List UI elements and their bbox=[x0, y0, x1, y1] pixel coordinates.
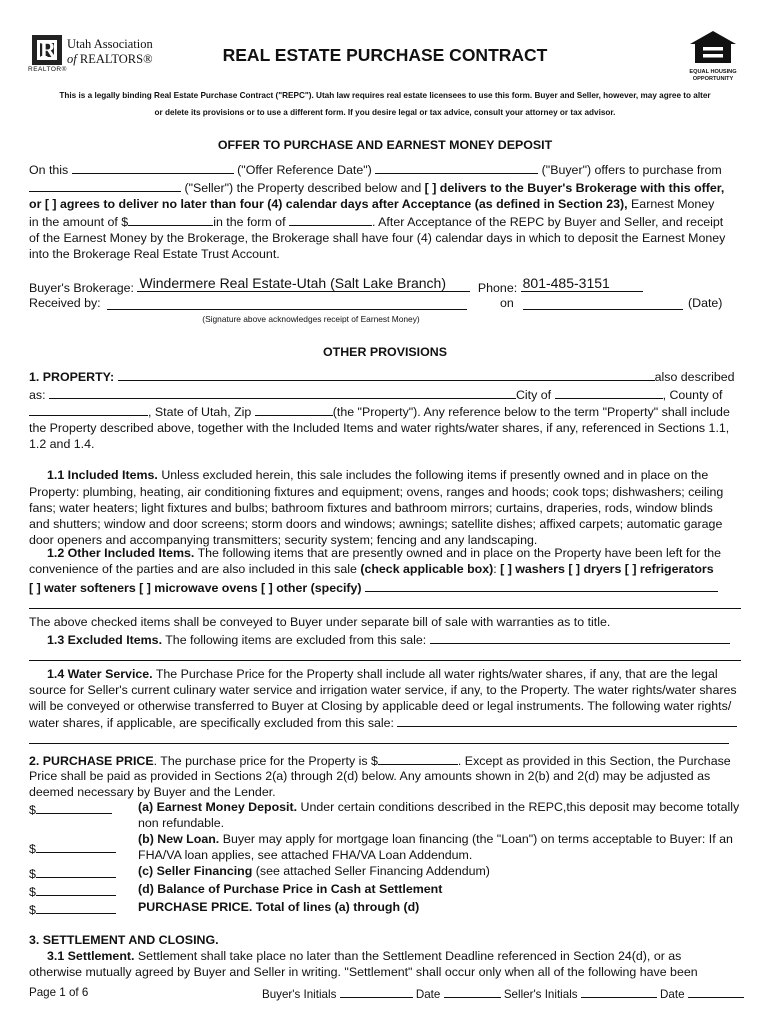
section-1-1-line2: Property: plumbing, heating, air conditioning fixtures and equipment; ovens, ranges and hoods; cook tops; dishwashers; ceiling bbox=[29, 485, 724, 499]
section-1-2-line5: The above checked items shall be conveyed to Buyer under separate bill of sale with warranties as to title. bbox=[29, 615, 611, 629]
earnest-form-field[interactable] bbox=[289, 213, 372, 226]
earnest-amount-field[interactable] bbox=[128, 213, 213, 226]
section-1-2-line2: convenience of the parties and are also included in this sale (check applicable box): [ ] washers [ ] dryers [ ] refrigerators bbox=[29, 562, 714, 576]
received-date-field[interactable] bbox=[523, 297, 683, 310]
line-b-amount: $ bbox=[29, 840, 116, 858]
city-field[interactable] bbox=[555, 386, 663, 399]
legal-notice-line2: or delete its provisions or to use a different form. If you desire legal or tax advice, consult your attorney or tax advisor. bbox=[154, 108, 616, 117]
page-title: REAL ESTATE PURCHASE CONTRACT bbox=[222, 45, 548, 65]
received-signature-field[interactable] bbox=[107, 297, 467, 310]
assoc-name-of: of bbox=[67, 52, 77, 66]
other-items-field[interactable] bbox=[365, 579, 718, 592]
line-b-text2: FHA/VA loan applies, see attached FHA/VA Loan Addendum. bbox=[138, 848, 473, 862]
included-items-checkboxes[interactable]: [ ] washers [ ] dryers [ ] refrigerators bbox=[500, 562, 714, 576]
received-date-label: (Date) bbox=[688, 296, 723, 310]
line-b-text1: (b) New Loan. Buyer may apply for mortgage loan financing (the "Loan") on terms acceptable to Buyer: If an bbox=[138, 832, 733, 846]
offer-line2: ("Seller") the Property described below and [ ] delivers to the Buyer's Brokerage with this offer, bbox=[29, 179, 724, 197]
line-c-amount: $ bbox=[29, 865, 116, 883]
brokerage-field[interactable]: Windermere Real Estate-Utah (Salt Lake Branch) bbox=[137, 279, 470, 292]
line-a-text1: (a) Earnest Money Deposit. Under certain conditions described in the REPC,this deposit may become totally bbox=[138, 800, 740, 814]
other-items-field-2[interactable] bbox=[29, 596, 741, 609]
county-field[interactable] bbox=[29, 403, 148, 416]
section-3-heading: 3. SETTLEMENT AND CLOSING. bbox=[29, 933, 219, 947]
line-total-amount: $ bbox=[29, 901, 116, 919]
realtor-mark: REALTOR® bbox=[28, 66, 67, 73]
section-2-line2: Price shall be paid as provided in Sections 2(a) through 2(d) below. Any amounts shown in 2(b) and 2(d) may be adjusted as bbox=[29, 769, 711, 783]
offer-line4: in the amount of $ in the form of . After Acceptance of the REPC by Buyer and Seller, and receipt bbox=[29, 215, 724, 229]
section-1-2-line3 bbox=[29, 579, 718, 597]
purchase-price-field[interactable] bbox=[378, 752, 458, 765]
property-line1: 1. PROPERTY: also described bbox=[29, 370, 735, 384]
property-line4: the Property described above, together with the Included Items and water rights/water shares, if any, referenced in Sections 1.1, bbox=[29, 421, 730, 435]
new-loan-field[interactable] bbox=[36, 840, 116, 853]
line-a-text2: non refundable. bbox=[138, 816, 225, 830]
section-3-1-line2: otherwise mutually agreed by Buyer and Seller in writing. "Settlement" shall occur only when all of the following have been bbox=[29, 965, 698, 979]
property-line5: 1.2 and 1.4. bbox=[29, 437, 95, 451]
received-on-label: on bbox=[500, 296, 514, 310]
offer-line1: On this ("Offer Reference Date") ("Buyer") offers to purchase from bbox=[29, 163, 722, 177]
excluded-items-field[interactable] bbox=[430, 631, 730, 644]
cash-balance-field[interactable] bbox=[36, 883, 116, 896]
seller-initials-field[interactable] bbox=[581, 986, 657, 998]
buyer-date-field[interactable] bbox=[444, 986, 501, 998]
included-items-checkboxes-2[interactable]: [ ] water softeners [ ] microwave ovens [ ] other (specify) bbox=[29, 581, 362, 595]
excluded-water-field[interactable] bbox=[397, 714, 737, 727]
phone-field[interactable]: 801-485-3151 bbox=[521, 279, 643, 292]
received-by-label: Received by: bbox=[29, 296, 101, 310]
section-1-1-line5: door openers and accompanying transmitters; security system; fencing and any landscaping. bbox=[29, 533, 538, 547]
page-number: Page 1 of 6 bbox=[29, 986, 89, 999]
signature-note: (Signature above acknowledges receipt of Earnest Money) bbox=[202, 314, 420, 324]
assoc-name-line2: REALTORS® bbox=[79, 52, 153, 66]
section-1-4-line3: will be conveyed or otherwise transferred to Buyer at Closing by applicable deed or legal instruments. The following water rights/ bbox=[29, 699, 732, 713]
assoc-name-line1: Utah Association bbox=[67, 37, 153, 51]
buyer-name-field[interactable] bbox=[375, 161, 538, 174]
eho-line2: OPPORTUNITY bbox=[692, 75, 734, 82]
other-provisions-heading: OTHER PROVISIONS bbox=[323, 345, 447, 359]
section-1-1-line4: and shutters; window and door screens; storm doors and windows; awnings; satellite dishes; affixed carpets; automatic garage bbox=[29, 517, 723, 531]
property-line2: as: City of , County of bbox=[29, 388, 723, 402]
section-3-1-line1: 3.1 Settlement. Settlement shall take place no later than the Settlement Deadline referenced in Section 24(d), or as bbox=[47, 949, 682, 963]
excluded-items-field-2[interactable] bbox=[29, 648, 741, 661]
legal-notice-line1: This is a legally binding Real Estate Purchase Contract ("REPC"). Utah law requires real estate licensees to use this form. Buyer and Seller, however, may agree to alter bbox=[59, 91, 711, 100]
total-price-field[interactable] bbox=[36, 901, 116, 914]
section-2-line3: deemed necessary by Buyer and the Lender. bbox=[29, 785, 276, 799]
property-address-field[interactable] bbox=[118, 368, 655, 381]
equal-housing-icon bbox=[687, 30, 739, 64]
offer-line5: of the Earnest Money by the Brokerage, the Brokerage shall have four (4) calendar days in which to deposit the Earnest Money bbox=[29, 231, 726, 245]
line-total-text: PURCHASE PRICE. Total of lines (a) through (d) bbox=[138, 900, 420, 914]
seller-name-field[interactable] bbox=[29, 179, 181, 192]
eho-line1: EQUAL HOUSING bbox=[689, 69, 737, 75]
section-1-2-line1: 1.2 Other Included Items. The following items that are presently owned and in place on the Property have been left for the bbox=[47, 546, 722, 560]
line-c-text: (c) Seller Financing (see attached Seller Financing Addendum) bbox=[138, 864, 490, 878]
brokerage-row: Buyer's Brokerage: Windermere Real Estate-Utah (Salt Lake Branch) Phone: 801-485-3151 bbox=[29, 279, 643, 297]
initials-footer: Buyer's Initials Date Seller's Initials Date bbox=[262, 986, 744, 1001]
earnest-deposit-field[interactable] bbox=[36, 801, 112, 814]
section-1-4-line2: source for Seller's current culinary water service and irrigation water service, if any, to the Property. The water rights/water shares bbox=[29, 683, 737, 697]
section-1-4-line1: 1.4 Water Service. The Purchase Price for the Property shall include all water rights/water shares, if any, that are the legal bbox=[47, 667, 718, 681]
section-2-line1: 2. PURCHASE PRICE. The purchase price for the Property is $ . Except as provided in this Section, the Purchase bbox=[29, 754, 731, 768]
property-legal-field[interactable] bbox=[49, 386, 516, 399]
property-line3: , State of Utah, Zip (the "Property"). Any reference below to the term "Property" shall include bbox=[29, 403, 730, 421]
offer-line6: into the Brokerage Real Estate Trust Account. bbox=[29, 247, 280, 261]
deliver-later-checkbox[interactable]: or [ ] agrees to deliver no later than four (4) calendar days after Acceptance (as defined in Section 23), bbox=[29, 197, 628, 211]
zip-field[interactable] bbox=[255, 403, 333, 416]
deliver-with-offer-checkbox[interactable]: [ ] delivers to the Buyer's Brokerage with this offer, bbox=[424, 181, 725, 195]
seller-financing-field[interactable] bbox=[36, 865, 116, 878]
section-1-3-line1: 1.3 Excluded Items. The following items are excluded from this sale: bbox=[47, 631, 730, 649]
section-1-1-line3: fans; water heaters; light fixtures and bulbs; bathroom fixtures and bathroom mirrors; curtains, draperies, rods, window blinds bbox=[29, 501, 713, 515]
line-d-text: (d) Balance of Purchase Price in Cash at Settlement bbox=[138, 882, 443, 896]
offer-line3: or [ ] agrees to deliver no later than four (4) calendar days after Acceptance (as defined in Section 23), Earnest Money bbox=[29, 197, 715, 211]
seller-date-field[interactable] bbox=[688, 986, 744, 998]
excluded-water-field-2[interactable] bbox=[29, 731, 729, 744]
section-1-1-line1: 1.1 Included Items. Unless excluded herein, this sale includes the following items if presently owned and in place on the bbox=[47, 468, 709, 482]
offer-heading: OFFER TO PURCHASE AND EARNEST MONEY DEPOSIT bbox=[217, 138, 553, 152]
offer-date-field[interactable] bbox=[72, 161, 234, 174]
section-1-4-line4: water shares, if applicable, are specifically excluded from this sale: bbox=[29, 714, 737, 732]
line-a-amount: $ bbox=[29, 801, 112, 819]
equal-housing-logo bbox=[687, 30, 739, 82]
line-d-amount: $ bbox=[29, 883, 116, 901]
buyer-initials-field[interactable] bbox=[340, 986, 413, 998]
